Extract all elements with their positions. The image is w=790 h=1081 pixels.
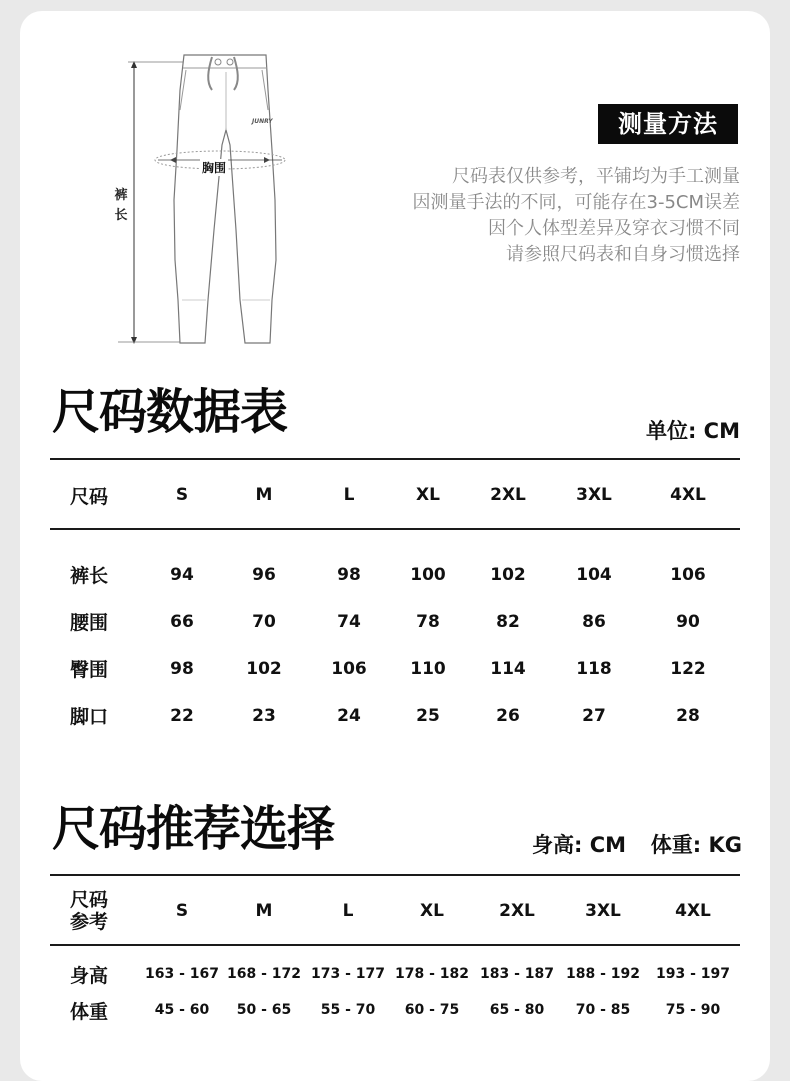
table-cell: 22	[170, 705, 194, 726]
table-cell: 70	[252, 611, 276, 632]
measurement-notes	[340, 164, 740, 268]
table-row	[50, 956, 740, 992]
table-cell: 118	[576, 658, 612, 679]
table-row	[50, 692, 740, 739]
size-col: L	[343, 485, 355, 505]
size-col: 3XL	[576, 485, 612, 505]
table-cell: 78	[416, 611, 440, 632]
table-cell: 74	[337, 611, 361, 632]
table-cell: 98	[170, 658, 194, 679]
size-col: S	[175, 901, 189, 921]
table-cell: 24	[337, 705, 361, 726]
table-cell: 122	[670, 658, 706, 679]
header-line: 尺码	[70, 889, 109, 911]
divider	[50, 528, 740, 530]
table-row	[50, 645, 740, 692]
table-cell: 114	[490, 658, 526, 679]
table-row	[50, 551, 740, 598]
table-cell: 26	[496, 705, 520, 726]
brand-logo-text: JUNRY	[252, 118, 273, 125]
pants-length-label: 裤长	[114, 188, 128, 223]
recommend-table-body	[50, 956, 740, 1028]
table-cell: 75 - 90	[665, 1002, 721, 1018]
table-cell: 65 - 80	[489, 1002, 545, 1018]
row-label: 臀围	[70, 659, 109, 681]
size-col: XL	[416, 485, 440, 505]
table-cell: 45 - 60	[154, 1002, 210, 1018]
size-header-label: 尺码	[70, 485, 109, 508]
table-cell: 163 - 167	[144, 966, 219, 982]
table-cell: 60 - 75	[404, 1002, 460, 1018]
table-cell: 50 - 65	[236, 1002, 292, 1018]
table-cell: 82	[496, 611, 520, 632]
size-col: 3XL	[585, 901, 621, 921]
size-chart-table	[50, 460, 740, 530]
table-cell: 90	[676, 611, 700, 632]
size-col: 2XL	[490, 485, 526, 505]
note-line: 因测量手法的不同，可能存在3-5CM误差	[412, 192, 740, 213]
table-cell: 102	[490, 564, 526, 585]
table-cell: 106	[331, 658, 367, 679]
size-col: M	[255, 485, 273, 505]
size-col: S	[175, 485, 189, 505]
table-cell: 28	[676, 705, 700, 726]
size-col: L	[342, 901, 354, 921]
table-cell: 104	[576, 564, 612, 585]
size-header-row	[50, 876, 740, 946]
note-line: 尺码表仅供参考，平铺均为手工测量	[452, 166, 740, 187]
table-cell: 94	[170, 564, 194, 585]
weight-unit: 体重: KG	[650, 833, 742, 857]
table-cell: 86	[582, 611, 606, 632]
row-label: 裤长	[70, 565, 109, 587]
table-cell: 23	[252, 705, 276, 726]
table-cell: 188 - 192	[565, 966, 640, 982]
table-cell: 25	[416, 705, 440, 726]
size-col: XL	[420, 901, 444, 921]
table-cell: 70 - 85	[575, 1002, 631, 1018]
row-label: 身高	[70, 964, 109, 987]
row-label: 腰围	[70, 612, 109, 634]
size-recommend-title: 尺码推荐选择	[52, 801, 335, 857]
size-reference-label	[50, 876, 142, 946]
table-cell: 55 - 70	[320, 1002, 376, 1018]
table-cell: 183 - 187	[479, 966, 554, 982]
size-col: M	[255, 901, 273, 921]
header-line: 参考	[70, 911, 109, 933]
table-cell: 178 - 182	[394, 966, 469, 982]
size-chart-body	[50, 551, 740, 739]
height-unit: 身高: CM	[532, 833, 627, 857]
size-header-row	[50, 460, 740, 530]
table-cell: 96	[252, 564, 276, 585]
recommend-table-header	[50, 876, 740, 946]
size-col: 4XL	[675, 901, 711, 921]
chest-label: 胸围	[202, 161, 227, 175]
table-cell: 106	[670, 564, 706, 585]
row-label: 脚口	[70, 706, 109, 728]
pants-illustration	[108, 50, 288, 350]
table-cell: 110	[410, 658, 446, 679]
measurement-method-badge: 测量方法	[598, 104, 738, 144]
divider	[50, 944, 740, 946]
size-col: 4XL	[670, 485, 706, 505]
table-cell: 98	[337, 564, 361, 585]
table-cell: 168 - 172	[226, 966, 301, 982]
table-cell: 173 - 177	[310, 966, 385, 982]
size-chart-title: 尺码数据表	[52, 384, 288, 440]
size-col: 2XL	[499, 901, 535, 921]
note-line: 因个人体型差异及穿衣习惯不同	[488, 218, 740, 239]
table-cell: 100	[410, 564, 446, 585]
table-cell: 102	[246, 658, 282, 679]
table-row	[50, 598, 740, 645]
table-row	[50, 992, 740, 1028]
table-cell: 193 - 197	[655, 966, 730, 982]
note-line: 请参照尺码表和自身习惯选择	[506, 244, 740, 265]
table-cell: 27	[582, 705, 606, 726]
size-chart-unit: 单位: CM	[645, 419, 740, 443]
table-cell: 66	[170, 611, 194, 632]
row-label: 体重	[70, 1000, 109, 1023]
